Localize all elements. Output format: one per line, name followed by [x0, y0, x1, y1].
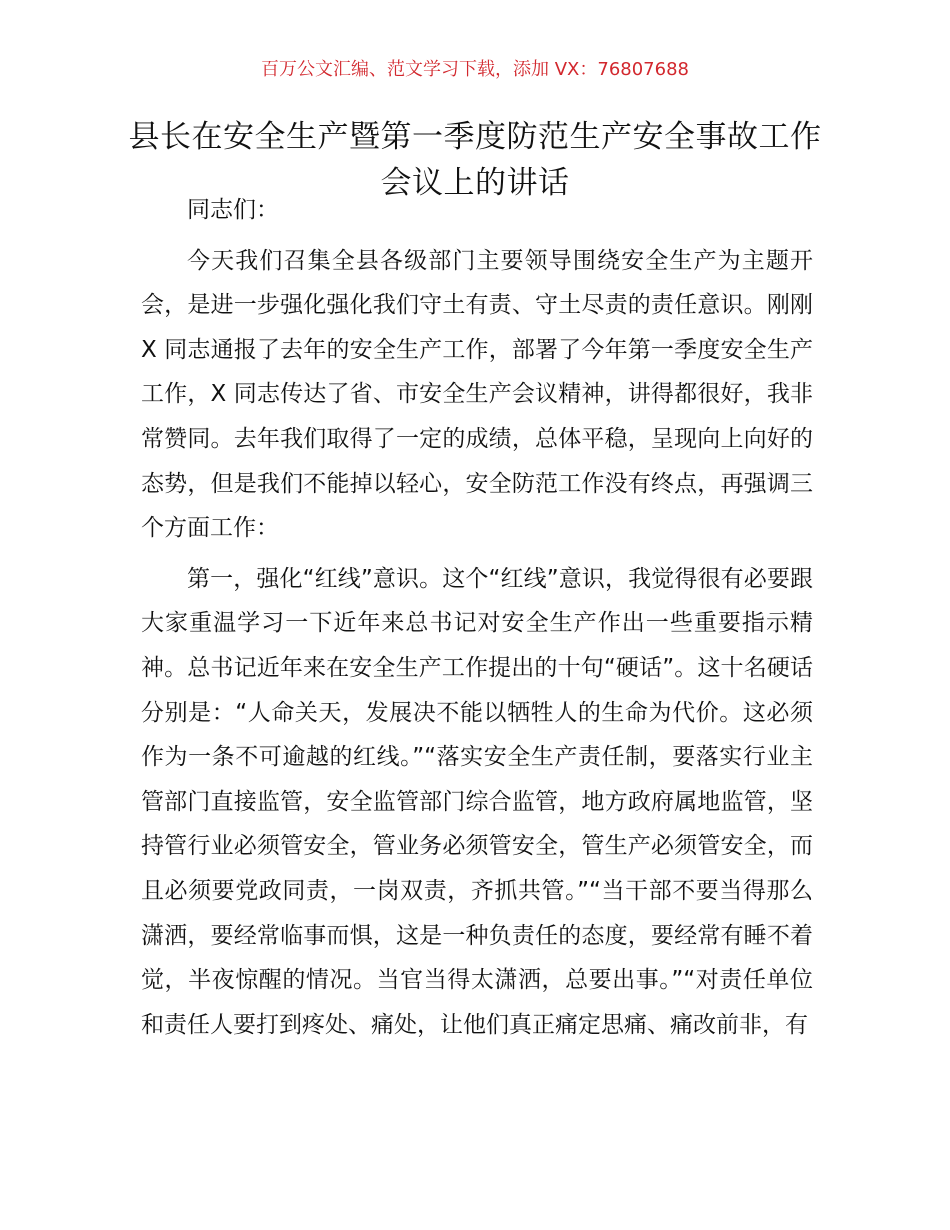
watermark-header: 百万公文汇编、范文学习下载，添加 VX：76807688 — [261, 59, 689, 80]
paragraph-1: 今天我们召集全县各级部门主要领导围绕安全生产为主题开会，是进一步强化强化我们守土有责、守土尽责的责任意识。刚刚 X 同志通报了去年的安全生产工作，部署了今年第一季度安全生产工作，X 同志传达了省、市安全生产会议精神，讲得都很好，我非常赞同。去年我们取得了一定的成绩，总体平稳，呈现向上向好的态势，但是我们不能掉以轻心，安全防范工作没有终点，再强调三个方面工作： — [141, 247, 813, 542]
paragraph-2: 第一，强化“红线”意识。这个“红线”意识，我觉得很有必要跟大家重温学习一下近年来总书记对安全生产作出一些重要指示精神。总书记近年来在安全生产工作提出的十句“硬话”。这十名硬话分别是：“人命关天，发展决不能以牺牲人的生命为代价。这必须作为一条不可逾越的红线。”“落实安全生产责任制，要落实行业主管部门直接监管，安全监管部门综合监管，地方政府属地监管，坚持管行业必须管安全，管业务必须管安全，管生产必须管安全，而且必须要党政同责，一岗双责，齐抓共管。”“当干部不要当得那么潇洒，要经常临事而惧，这是一种负责任的态度，要经常有睡不着觉，半夜惊醒的情况。当官当得太潇洒，总要出事。”“对责任单位和责任人要打到疼处、痛处，让他们真正痛定思痛、痛改前非，有 — [141, 565, 813, 1038]
salutation: 同志们： — [187, 197, 279, 223]
document-title: 县长在安全生产暨第一季度防范生产安全事故工作会议上的讲话 — [128, 119, 822, 201]
document-body — [141, 188, 813, 1047]
